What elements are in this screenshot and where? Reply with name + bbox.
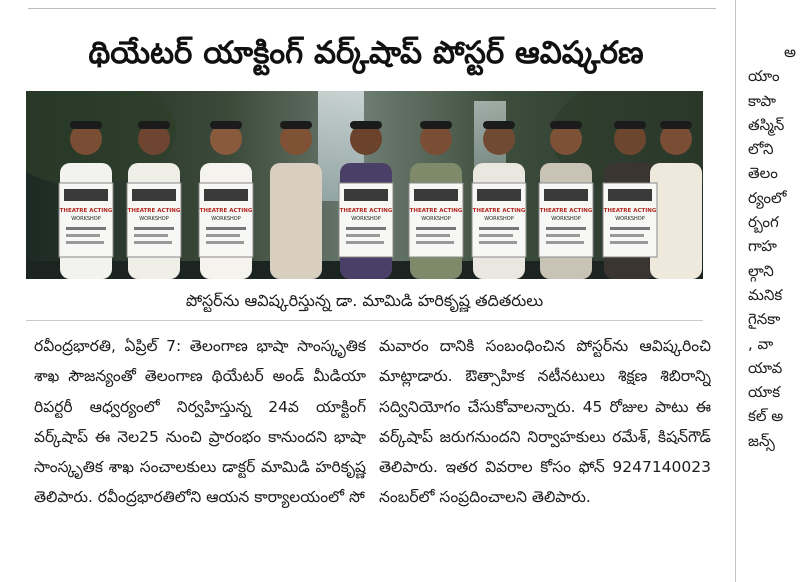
poster-text-line (610, 234, 644, 237)
poster-subheading: WORKSHOP (71, 216, 101, 222)
top-divider (28, 8, 716, 9)
poster-text-line (546, 227, 586, 230)
poster-photo-strip (477, 189, 521, 201)
person-hair (614, 121, 646, 129)
poster-text-line (416, 241, 454, 244)
poster-text-line (479, 241, 517, 244)
adjacent-article-line: జన్స్ (748, 431, 775, 450)
poster-text-line (206, 241, 244, 244)
poster-text-line (546, 241, 584, 244)
person-hair (483, 121, 515, 129)
poster-text-line (206, 227, 246, 230)
poster-text-line (346, 234, 380, 237)
poster-text-line (610, 227, 650, 230)
poster-photo-strip (344, 189, 388, 201)
previous-article-clipped-text (40, 0, 700, 7)
person-body (650, 163, 702, 279)
caption-divider (26, 320, 703, 321)
poster-heading: THEATRE ACTING (472, 208, 526, 214)
adjacent-article-line: తస్మిన్ (748, 115, 785, 134)
poster-photo-strip (204, 189, 248, 201)
poster-text-line (66, 227, 106, 230)
person-hair (660, 121, 692, 129)
column-divider (735, 0, 736, 582)
adjacent-article-line: అ (784, 43, 797, 61)
poster-photo-strip (64, 189, 108, 201)
poster-photo-strip (132, 189, 176, 201)
poster-subheading: WORKSHOP (211, 216, 241, 222)
poster-heading: THEATRE ACTING (409, 208, 463, 214)
poster-text-line (479, 227, 519, 230)
photo-caption: పోస్టర్‌ను ఆవిష్కరిస్తున్న డా. మామిడి హరికృష్ణ తదితరులు (185, 291, 544, 310)
article-body-column-1: రవీంద్రభారతి, ఏప్రిల్ 7: తెలంగాణ భాషా సాంస్కృతిక శాఖ సౌజన్యంతో తెలంగాణ థియేటర్ అండ్ మీడియా రిపర్టరీ ఆధ్వర్యంలో నిర్వహిస్తున్న 24వ యాక్టింగ్ వర్క్‌షాప్ ఈ నెల25 నుంచి ప్రారంభం కానుందని భాషా సాంస్కృతిక శాఖ సంచాలకులు డాక్టర్ మామిడి హరికృష్ణ తెలిపారు. రవీంద్రభారతిలోని ఆయన కార్యాలయంలో సో (34, 337, 366, 507)
adjacent-article-line: గైనకా (748, 310, 781, 329)
poster-heading: THEATRE ACTING (127, 208, 181, 214)
poster-text-line (134, 234, 168, 237)
person-hair (350, 121, 382, 129)
poster-text-line (134, 227, 174, 230)
poster-text-line (346, 241, 384, 244)
adjacent-article-line: తెలం (748, 164, 778, 183)
adjacent-article-line: మనిక (748, 285, 783, 304)
poster-heading: THEATRE ACTING (539, 208, 593, 214)
adjacent-article-clipped-column (748, 40, 800, 582)
poster-heading: THEATRE ACTING (59, 208, 113, 214)
person-hair (280, 121, 312, 129)
poster-subheading: WORKSHOP (421, 216, 451, 222)
adjacent-article-line: కల్ అ (748, 407, 784, 426)
poster-text-line (66, 234, 100, 237)
adjacent-article-line: , వా (748, 334, 774, 353)
poster-photo-strip (414, 189, 458, 201)
poster-subheading: WORKSHOP (139, 216, 169, 222)
adjacent-article-line: యాం (748, 67, 780, 86)
adjacent-article-line: యాక (748, 383, 781, 402)
article-body-column-2: మవారం దానికి సంబంధించిన పోస్టర్‌ను ఆవిష్కరించి మాట్లాడారు. ఔత్సాహిక నటీనటులు శిక్షణ శిబిరాన్ని సద్వినియోగం చేసుకోవాలన్నారు. 45 రోజుల పాటు ఈ వర్క్‌షాప్ జరుగనుందని నిర్వాహకులు రమేశ్, కిషన్‌గౌడ్ తెలిపారు. ఇతర వివరాల కోసం ఫోన్ 9247140023 నంబర్‌లో సంప్రదించాలని తెలిపారు. (379, 337, 711, 507)
adjacent-article-line: యావ (748, 358, 783, 377)
poster-subheading: WORKSHOP (551, 216, 581, 222)
adjacent-article-line: కాపా (748, 91, 777, 110)
poster-text-line (610, 241, 648, 244)
poster-heading: THEATRE ACTING (603, 208, 657, 214)
adjacent-article-line: ర్యంలో (748, 188, 787, 207)
poster-heading: THEATRE ACTING (199, 208, 253, 214)
poster-text-line (546, 234, 580, 237)
person-hair (550, 121, 582, 129)
person-hair (210, 121, 242, 129)
person-hair (138, 121, 170, 129)
poster-text-line (134, 241, 172, 244)
person-hair (70, 121, 102, 129)
poster-photo-strip (544, 189, 588, 201)
poster-photo-strip (608, 189, 652, 201)
poster-subheading: WORKSHOP (615, 216, 645, 222)
poster-text-line (416, 234, 450, 237)
poster-text-line (66, 241, 104, 244)
poster-subheading: WORKSHOP (351, 216, 381, 222)
poster-text-line (346, 227, 386, 230)
poster-text-line (416, 227, 456, 230)
adjacent-article-line: గాహ (748, 237, 777, 256)
person-body (270, 163, 322, 279)
poster-text-line (206, 234, 240, 237)
article-photo (26, 91, 703, 279)
adjacent-article-line: ర్బంగ (748, 213, 779, 232)
poster-text-line (479, 234, 513, 237)
group-photo-illustration (26, 91, 703, 279)
poster-subheading: WORKSHOP (484, 216, 514, 222)
poster-heading: THEATRE ACTING (339, 208, 393, 214)
adjacent-article-line: ల్గాని (748, 261, 774, 280)
adjacent-article-line: లోని (748, 140, 774, 159)
person-hair (420, 121, 452, 129)
article-headline: థియేటర్ యాక్టింగ్ వర్క్‌షాప్ పోస్టర్ ఆవిష్కరణ (88, 35, 644, 71)
